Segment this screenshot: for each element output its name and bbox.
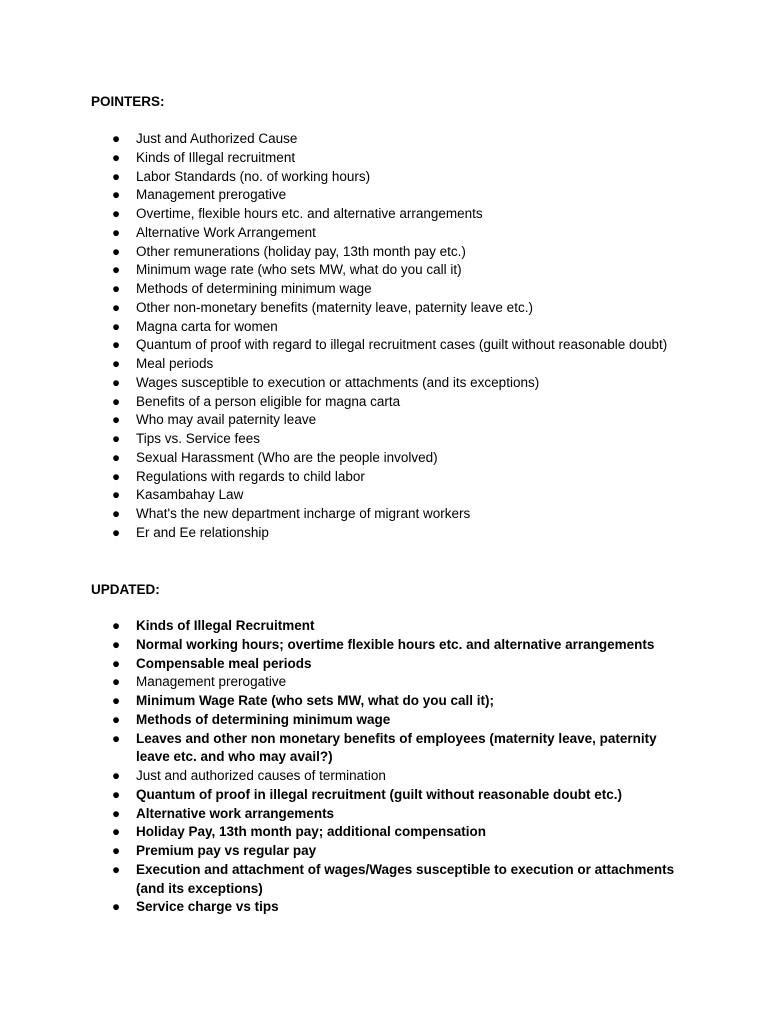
list-item-text: Just and Authorized Cause	[136, 131, 298, 146]
list-item-text: Just and authorized causes of termination	[136, 768, 386, 783]
list-item-text: Compensable meal periods	[136, 655, 312, 671]
list-item	[0, 149, 768, 168]
list-item	[0, 636, 768, 655]
list-item-text: Alternative work arrangements	[136, 805, 335, 821]
list-item	[0, 336, 768, 355]
list-item	[0, 767, 768, 786]
list-item	[0, 861, 768, 899]
list-item	[0, 355, 768, 374]
list-item-text: Benefits of a person eligible for magna carta	[136, 393, 401, 409]
list-item	[0, 411, 768, 430]
list-item-text: Regulations with regards to child labor	[136, 468, 365, 484]
list-item	[0, 673, 768, 692]
bullet-icon: ●	[112, 693, 121, 708]
list-item-text: Tips vs. Service fees	[136, 431, 261, 446]
list-item	[0, 261, 768, 280]
list-item-text: Service charge vs tips	[136, 899, 279, 915]
list-item	[0, 430, 768, 449]
bullet-icon: ●	[112, 730, 121, 746]
list-item-text: Management prerogative	[136, 187, 287, 203]
list-item	[0, 786, 768, 805]
bullet-icon: ●	[112, 374, 121, 390]
list-item-text: Minimum wage rate (who sets MW, what do you call it)	[136, 262, 462, 278]
list-item	[0, 823, 768, 842]
bullet-icon: ●	[112, 393, 121, 409]
list-item-text: Wages susceptible to execution or attachments (and its exceptions)	[136, 374, 540, 390]
bullet-icon: ●	[112, 786, 121, 802]
list-item	[0, 505, 768, 524]
bullet-icon: ●	[112, 262, 121, 278]
bullet-icon: ●	[112, 711, 121, 727]
list-item	[0, 524, 768, 543]
list-item-text: Quantum of proof with regard to illegal recruitment cases (guilt without reasonable doubt)	[136, 337, 668, 353]
bullet-icon: ●	[112, 824, 121, 840]
list-item-text: Holiday Pay, 13th month pay; additional compensation	[136, 824, 487, 840]
list-item	[0, 243, 768, 262]
list-item	[0, 205, 768, 224]
list-item	[0, 280, 768, 299]
list-item-text: Kasambahay Law	[136, 487, 244, 503]
bullet-icon: ●	[112, 524, 121, 540]
list-item-text: Minimum Wage Rate (who sets MW, what do you call it);	[136, 693, 495, 708]
list-item-text: Other remunerations (holiday pay, 13th month pay etc.)	[136, 243, 466, 259]
bullet-icon: ●	[112, 206, 121, 221]
bullet-icon: ●	[112, 618, 121, 633]
list-item-text: Leaves and other non monetary benefits of employees (maternity leave, paternity leave etc. and who may avail?)	[136, 730, 657, 765]
bullet-icon: ●	[112, 299, 121, 315]
bullet-icon: ●	[112, 243, 121, 259]
list-item	[0, 805, 768, 824]
list-item	[0, 711, 768, 730]
bullet-icon: ●	[112, 149, 121, 165]
bullet-icon: ●	[112, 168, 121, 184]
list-item	[0, 318, 768, 337]
list-item-text: Labor Standards (no. of working hours)	[136, 168, 371, 184]
list-item-text: Management prerogative	[136, 674, 287, 690]
list-item-text: What's the new department incharge of migrant workers	[136, 506, 471, 521]
bullet-icon: ●	[112, 636, 121, 652]
bullet-icon: ●	[112, 506, 121, 521]
bullet-icon: ●	[112, 468, 121, 484]
list-item-text: Normal working hours; overtime flexible hours etc. and alternative arrangements	[136, 636, 655, 652]
list-item-text: Kinds of Illegal recruitment	[136, 149, 296, 165]
section-heading-updated: UPDATED:	[91, 582, 160, 597]
list-item-text: Overtime, flexible hours etc. and alternative arrangements	[136, 206, 483, 221]
list-item	[0, 449, 768, 468]
list-item-text: Methods of determining minimum wage	[136, 711, 391, 727]
list-item	[0, 299, 768, 318]
list-item-text: Alternative Work Arrangement	[136, 224, 316, 240]
list-item	[0, 730, 768, 768]
list-item-text: Kinds of Illegal Recruitment	[136, 618, 315, 633]
bullet-icon: ●	[112, 431, 121, 446]
bullet-icon: ●	[112, 337, 121, 353]
list-item-text: Er and Ee relationship	[136, 524, 269, 540]
list-item	[0, 374, 768, 393]
bullet-icon: ●	[112, 224, 121, 240]
list-item	[0, 224, 768, 243]
list-item	[0, 842, 768, 861]
bullet-icon: ●	[112, 487, 121, 503]
list-item	[0, 186, 768, 205]
list-item-text: Methods of determining minimum wage	[136, 281, 372, 296]
list-item-text: Sexual Harassment (Who are the people involved)	[136, 449, 438, 465]
bullet-icon: ●	[112, 805, 121, 821]
bullet-icon: ●	[112, 655, 121, 671]
list-item	[0, 692, 768, 711]
list-item	[0, 486, 768, 505]
pointers-list	[0, 130, 768, 543]
bullet-icon: ●	[112, 356, 121, 371]
list-item	[0, 168, 768, 187]
list-item-text: Who may avail paternity leave	[136, 412, 317, 428]
list-item	[0, 655, 768, 674]
bullet-icon: ●	[112, 131, 121, 146]
bullet-icon: ●	[112, 281, 121, 296]
list-item-text: Execution and attachment of wages/Wages susceptible to execution or attachments (and its exceptions)	[136, 861, 675, 896]
list-item-text: Other non-monetary benefits (maternity leave, paternity leave etc.)	[136, 299, 533, 315]
bullet-icon: ●	[112, 768, 121, 783]
bullet-icon: ●	[112, 861, 121, 877]
bullet-icon: ●	[112, 412, 121, 428]
bullet-icon: ●	[112, 899, 121, 915]
updated-list	[0, 617, 768, 917]
list-item-text: Meal periods	[136, 356, 214, 371]
list-item	[0, 617, 768, 636]
section-heading-pointers: POINTERS:	[91, 94, 165, 109]
list-item-text: Quantum of proof in illegal recruitment (guilt without reasonable doubt etc.)	[136, 786, 623, 802]
list-item-text: Magna carta for women	[136, 318, 278, 334]
list-item	[0, 393, 768, 412]
bullet-icon: ●	[112, 449, 121, 465]
bullet-icon: ●	[112, 187, 121, 203]
bullet-icon: ●	[112, 318, 121, 334]
list-item	[0, 468, 768, 487]
bullet-icon: ●	[112, 674, 121, 690]
list-item-text: Premium pay vs regular pay	[136, 843, 317, 858]
list-item	[0, 130, 768, 149]
bullet-icon: ●	[112, 843, 121, 858]
list-item	[0, 898, 768, 917]
